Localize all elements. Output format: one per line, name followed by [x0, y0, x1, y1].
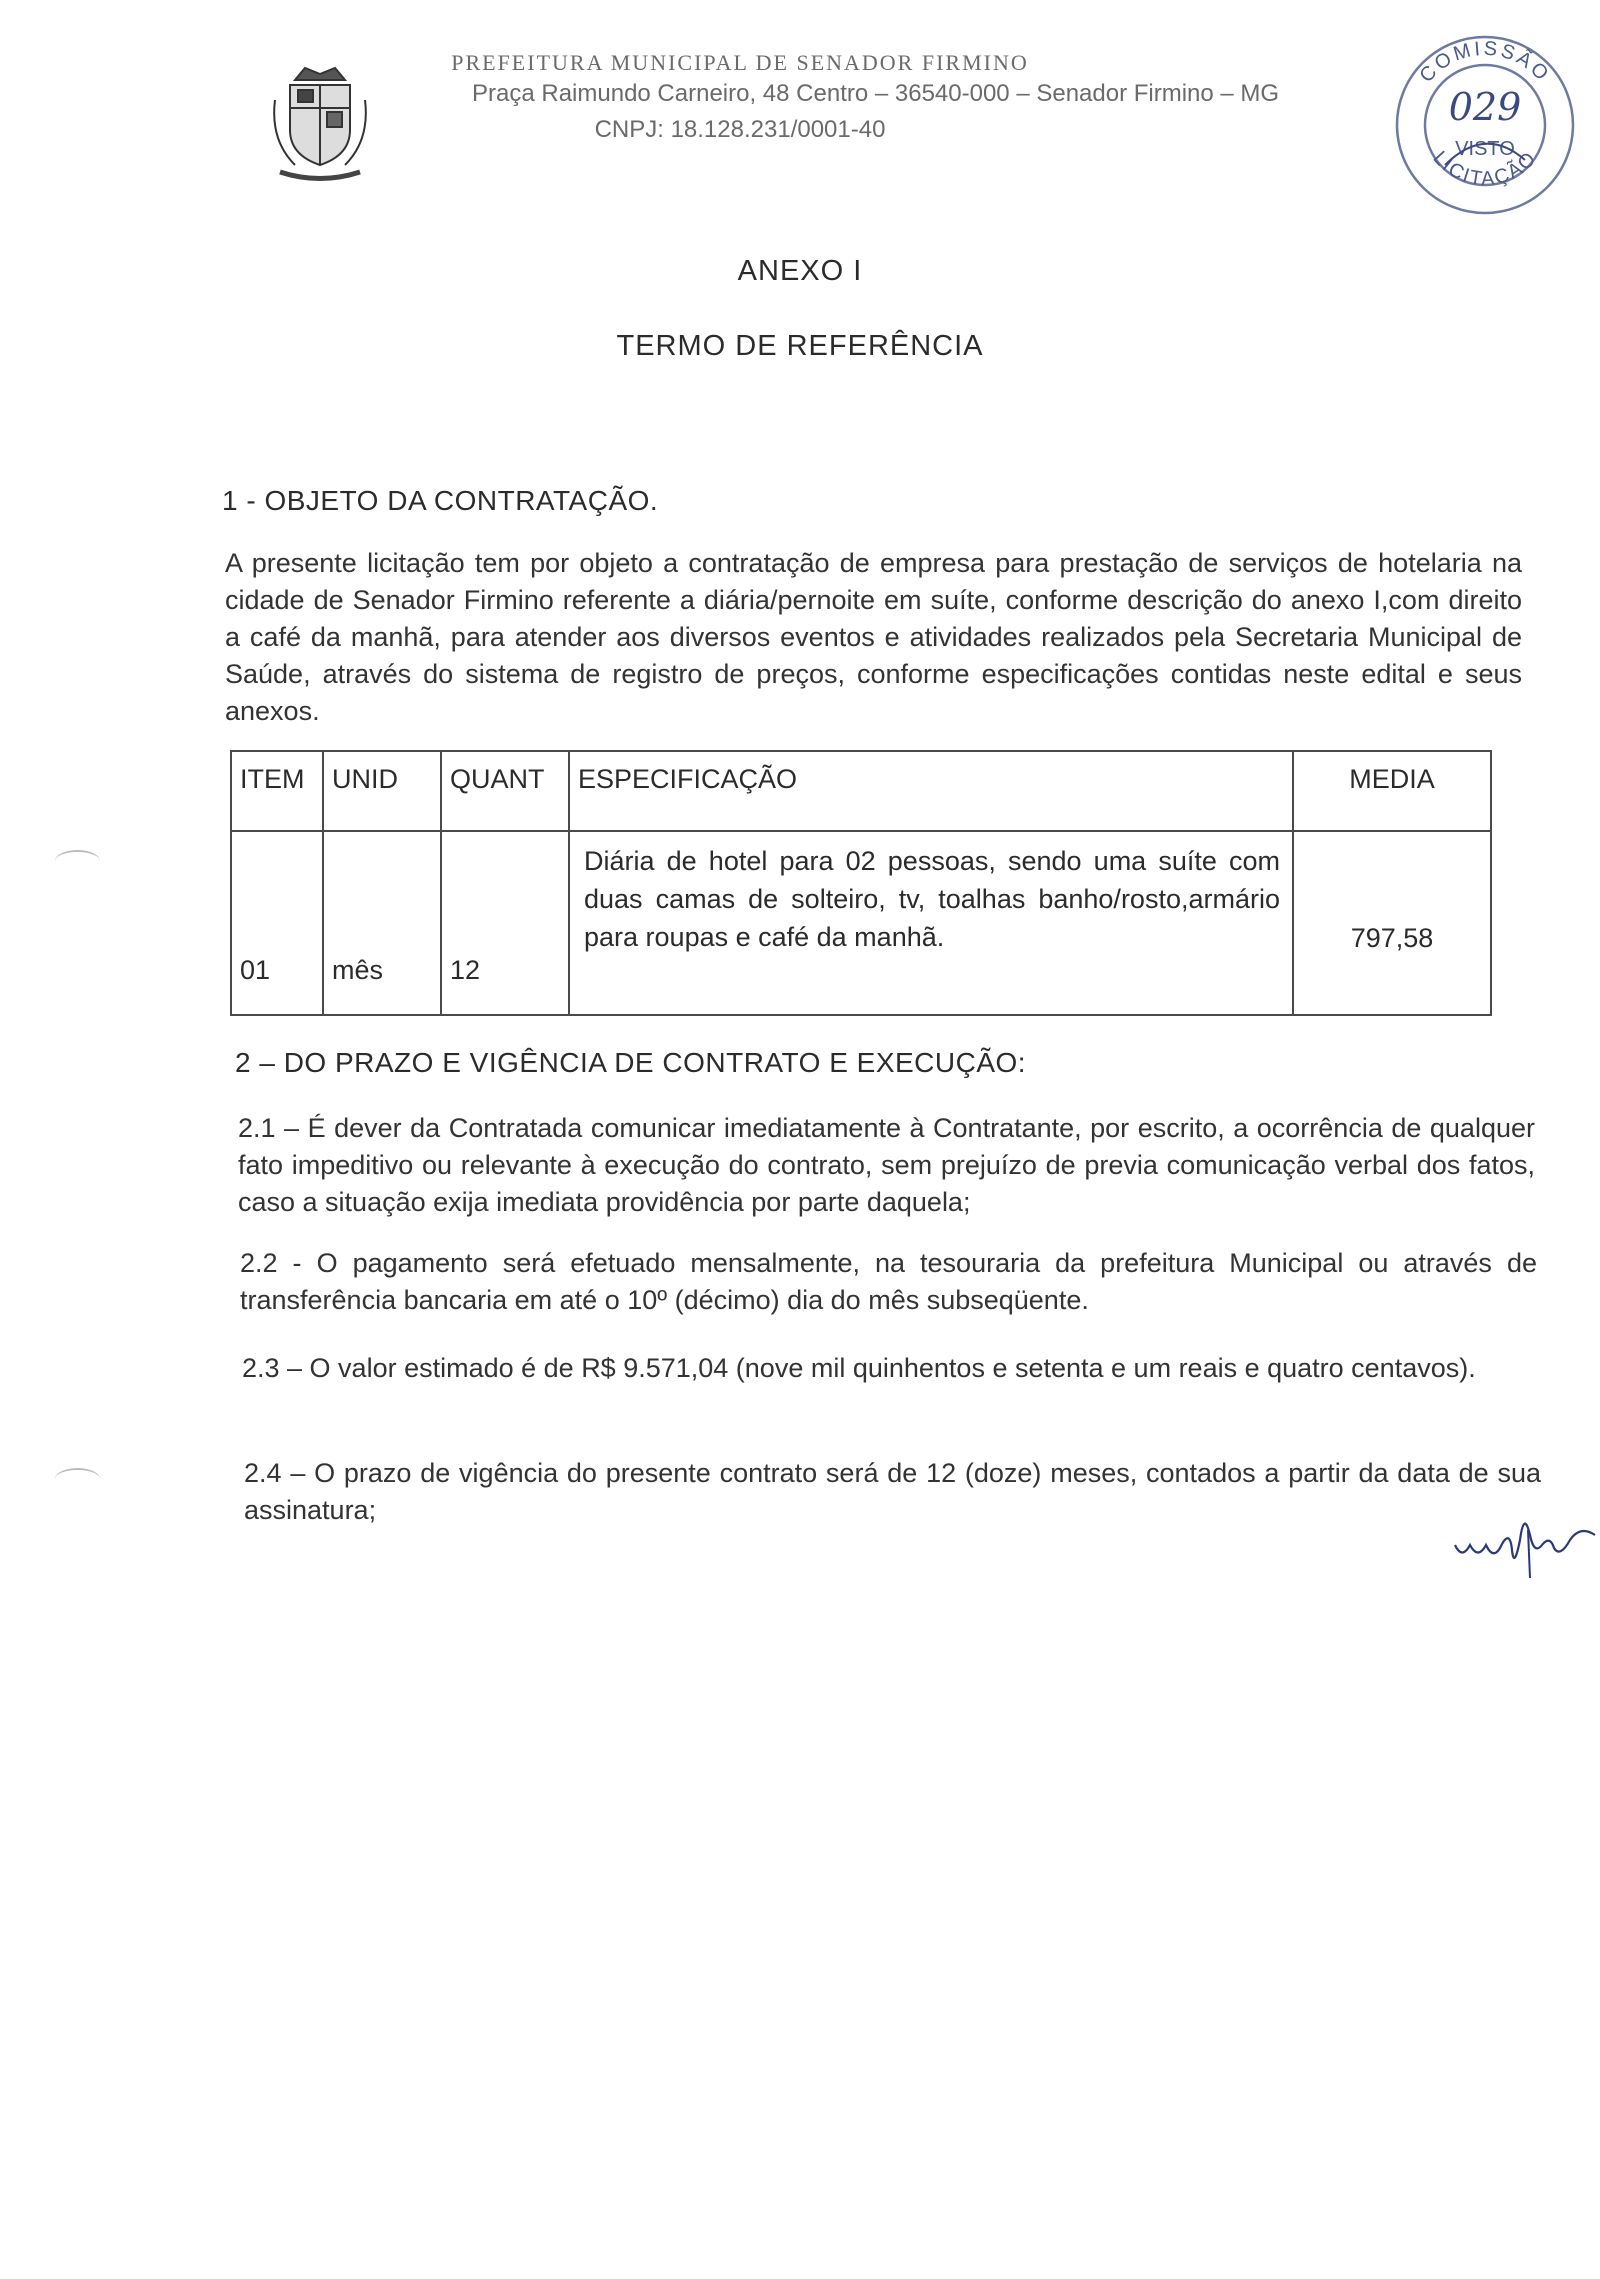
- clause-2-2: 2.2 - O pagamento será efetuado mensalmente, na tesouraria da prefeitura Municipal ou através de transferência bancaria em até o 10º (décimo) dia do mês subseqüente.: [240, 1248, 1537, 1315]
- col-header-item: ITEM: [231, 751, 323, 831]
- col-header-media: MEDIA: [1293, 751, 1491, 831]
- col-header-especificacao: ESPECIFICAÇÃO: [569, 751, 1293, 831]
- margin-mark: [55, 1468, 100, 1490]
- stamp-bottom-text: LICITAÇÃO: [1428, 146, 1542, 191]
- header-cnpj: CNPJ: 18.128.231/0001-40: [594, 116, 886, 143]
- municipal-crest-icon: [265, 60, 375, 185]
- section2-item-1: [238, 1110, 1535, 1221]
- col-header-quant: QUANT: [441, 751, 569, 831]
- table-row: [231, 831, 1491, 1015]
- col-header-unid: UNID: [323, 751, 441, 831]
- item-table: [230, 750, 1492, 1016]
- cell-unid: mês: [323, 831, 441, 1015]
- section2-item-2: [240, 1245, 1537, 1319]
- cell-item: 01: [231, 831, 323, 1015]
- section2-heading: 2 – DO PRAZO E VIGÊNCIA DE CONTRATO E EXECUÇÃO:: [235, 1047, 1027, 1078]
- header-address: Praça Raimundo Carneiro, 48 Centro – 36540-000 – Senador Firmino – MG: [472, 80, 1280, 107]
- section1-body: [225, 545, 1522, 730]
- handwritten-signature: [1450, 1500, 1600, 1580]
- stamp-number: 029: [1448, 85, 1522, 129]
- cell-quant: 12: [441, 831, 569, 1015]
- cell-media: 797,58: [1293, 831, 1491, 1015]
- svg-text:COMISSÃO: [1416, 38, 1555, 87]
- table-header-row: [231, 751, 1491, 831]
- stamp-middle-text: VISTO: [1455, 138, 1515, 160]
- margin-mark: [55, 850, 100, 872]
- clause-2-3: 2.3 – O valor estimado é de R$ 9.571,04 (nove mil quinhentos e setenta e um reais e quatro centavos).: [242, 1353, 1476, 1383]
- header-municipality-name: PREFEITURA MUNICIPAL DE SENADOR FIRMINO: [451, 50, 1029, 75]
- commission-stamp: [1385, 25, 1585, 225]
- clause-2-1: 2.1 – É dever da Contratada comunicar imediatamente à Contratante, por escrito, a ocorrência de qualquer fato impeditivo ou relevante à execução do contrato, sem prejuízo de previa comunicação verbal dos fatos, caso a situação exija imediata providência por parte daquela;: [238, 1113, 1535, 1217]
- section2-item-4: [244, 1455, 1541, 1529]
- clause-2-4: 2.4 – O prazo de vigência do presente contrato será de 12 (doze) meses, contados a partir da data de sua assinatura;: [244, 1458, 1541, 1525]
- cell-especificacao: Diária de hotel para 02 pessoas, sendo uma suíte com duas camas de solteiro, tv, toalhas banho/rosto,armário para roupas e café da manhã.: [569, 831, 1293, 1015]
- stamp-top-text: COMISSÃO: [1415, 37, 1555, 87]
- document-title: TERMO DE REFERÊNCIA: [616, 330, 984, 362]
- section2-item-3: [242, 1350, 1539, 1387]
- annex-title: ANEXO I: [737, 255, 863, 287]
- section1-heading: 1 - OBJETO DA CONTRATAÇÃO.: [222, 485, 659, 516]
- section1-paragraph: A presente licitação tem por objeto a contratação de empresa para prestação de serviços de hotelaria na cidade de Senador Firmino referente a diária/pernoite em suíte, conforme descrição do anexo I,com direito a café da manhã, para atender aos diversos eventos e atividades realizados pela Secretaria Municipal de Saúde, através do sistema de registro de preços, conforme especificações contidas neste edital e seus anexos.: [225, 548, 1522, 726]
